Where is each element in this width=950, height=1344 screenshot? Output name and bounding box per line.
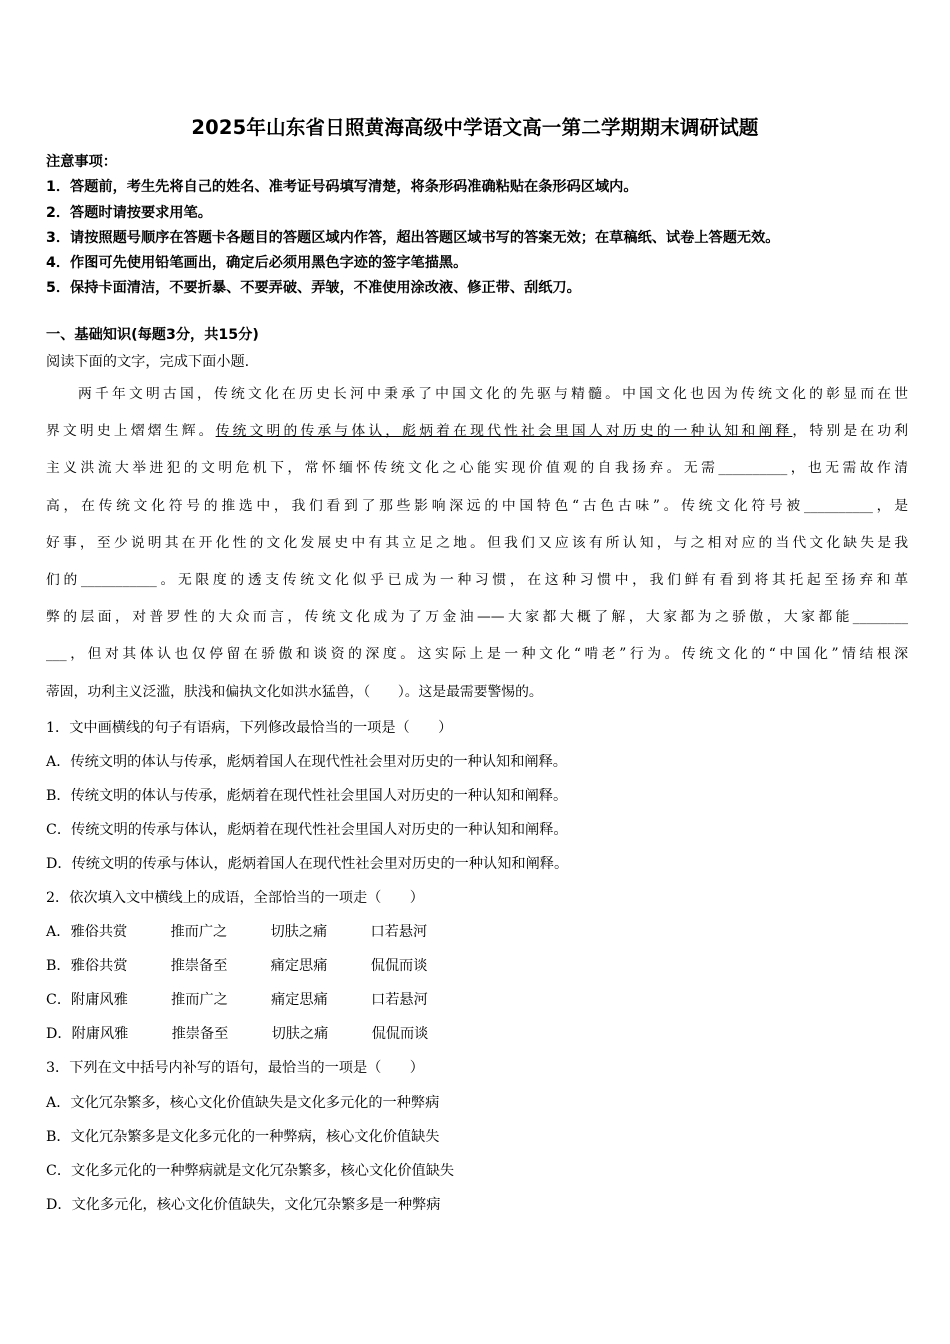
notice-item: 1．答题前，考生先将自己的姓名、准考证号码填写清楚，将条形码准确粘贴在条形码区域内。 xyxy=(46,179,638,196)
option-word: 口若悬河 xyxy=(370,924,428,940)
question-1-option-c[interactable]: C．传统文明的传承与体认，彪炳着在现代性社会里国人对历史的一种认知和阐释。 xyxy=(46,822,568,838)
option-word: 切肤之痛 xyxy=(271,1026,329,1042)
passage-line: ___，但对其体认也仅停留在骄傲和谈资的深度。这实际上是一种文化“啃老”行为。传统文化的“中国化”情结根深 xyxy=(46,646,908,663)
notice-item: 5．保持卡面清洁，不要折暴、不要弄破、弄皱，不准使用涂改液、修正带、刮纸刀。 xyxy=(46,280,581,297)
notice-block xyxy=(46,150,916,302)
question-2-option-c[interactable] xyxy=(46,989,428,1009)
notice-item: 2．答题时请按要求用笔。 xyxy=(46,204,212,221)
underlined-sentence: 传统文明的传承与体认，彪炳着在现代性社会里国人对历史的一种认知和阐释 xyxy=(215,423,793,440)
option-word: 推而广之 xyxy=(170,924,228,940)
page-title: 2025年山东省日照黄海高级中学语文高一第二学期期末调研试题 xyxy=(191,116,759,139)
passage-line xyxy=(46,417,908,454)
notice-item: 4．作图可先使用铅笔画出，确定后必须用黑色字迹的签字笔描黑。 xyxy=(46,255,468,272)
option-word: 侃侃而谈 xyxy=(371,1026,429,1042)
question-1-option-a[interactable]: A．传统文明的体认与传承，彪炳着国人在现代性社会里对历史的一种认知和阐释。 xyxy=(46,754,567,770)
option-word: 切肤之痛 xyxy=(270,924,328,940)
question-2-option-a[interactable] xyxy=(46,921,427,941)
question-1-option-d[interactable]: D．传统文明的传承与体认，彪炳着国人在现代性社会里对历史的一种认知和阐释。 xyxy=(46,856,569,872)
question-2-option-b[interactable] xyxy=(46,955,427,975)
option-word: 雅俗共赏 xyxy=(70,924,128,940)
reading-passage xyxy=(46,380,908,715)
option-word: 侃侃而谈 xyxy=(370,958,428,974)
question-3-option-c[interactable]: C．文化多元化的一种弊病就是文化冗杂繁多，核心文化价值缺失 xyxy=(46,1163,455,1179)
question-3-option-d[interactable]: D．文化多元化，核心文化价值缺失，文化冗杂繁多是一种弊病 xyxy=(46,1197,441,1213)
option-word: 附庸风雅 xyxy=(71,1026,129,1042)
question-3-option-b[interactable]: B．文化冗杂繁多是文化多元化的一种弊病，核心文化价值缺失 xyxy=(46,1129,440,1145)
question-3-stem: 3．下列在文中括号内补写的语句，最恰当的一项是（ ） xyxy=(46,1060,424,1076)
question-2-stem: 2．依次填入文中横线上的成语，全部恰当的一项走（ ） xyxy=(46,890,424,906)
passage-text: ，特别是在功利 xyxy=(792,423,909,440)
option-label: B． xyxy=(46,958,71,974)
option-word: 推崇备至 xyxy=(171,1026,229,1042)
option-word: 推而广之 xyxy=(171,992,228,1008)
option-word: 痛定思痛 xyxy=(270,958,328,974)
reading-instruction: 阅读下面的文字，完成下面小题. xyxy=(46,354,250,370)
option-word: 雅俗共赏 xyxy=(70,958,128,974)
notice-heading: 注意事项： xyxy=(46,154,117,170)
option-label: C． xyxy=(46,992,72,1008)
option-label: D． xyxy=(46,1026,72,1042)
question-1-stem: 1．文中画横线的句子有语病，下列修改最恰当的一项是（ ） xyxy=(46,720,453,736)
option-word: 附庸风雅 xyxy=(71,992,128,1008)
option-word: 推崇备至 xyxy=(170,958,228,974)
passage-line: 们的___________。无限度的透支传统文化似乎已成为一种习惯，在这种习惯中，我们鲜有看到将其托起至扬弃和革 xyxy=(46,571,908,588)
notice-item: 3．请按照题号顺序在答题卡各题目的答题区域内作答，超出答题区域书写的答案无效；在草稿纸、试卷上答题无效。 xyxy=(46,229,780,246)
question-2-option-d[interactable] xyxy=(46,1023,428,1043)
section-heading: 一、基础知识(每题3分，共15分) xyxy=(46,327,259,343)
passage-line: 弊的层面，对普罗性的大众而言，传统文化成为了万金油——大家都大概了解，大家都为之骄傲，大家都能________ xyxy=(46,609,908,626)
passage-line: 高，在传统文化符号的推选中，我们看到了那些影响深远的中国特色“古色古味”。传统文化符号被__________，是 xyxy=(46,497,908,514)
passage-text: 界文明史上熠熠生辉。 xyxy=(46,423,216,440)
option-word: 口若悬河 xyxy=(371,992,428,1008)
passage-line: 好事，至少说明其在开化性的文化发展史中有其立足之地。但我们又应该有所认知，与之相对应的当代文化缺失是我 xyxy=(46,534,908,551)
passage-line: 两千年文明古国，传统文化在历史长河中秉承了中国文化的先驱与精髓。中国文化也因为传统文化的彰显而在世 xyxy=(78,386,908,402)
passage-line: 主义洪流大举进犯的文明危机下，常怀缅怀传统文化之心能实现价值观的自我扬弃。无需__________，也无需故作清 xyxy=(46,460,908,477)
question-1-option-b[interactable]: B．传统文明的体认与传承，彪炳着在现代性社会里国人对历史的一种认知和阐释。 xyxy=(46,788,568,804)
question-3-option-a[interactable]: A．文化冗杂繁多，核心文化价值缺失是文化多元化的一种弊病 xyxy=(46,1095,440,1111)
passage-line: 蒂固，功利主义泛滥，肤浅和偏执文化如洪水猛兽，（ ）。这是最需要警惕的。 xyxy=(46,683,543,700)
option-word: 痛定思痛 xyxy=(271,992,328,1008)
option-label: A． xyxy=(46,924,71,940)
